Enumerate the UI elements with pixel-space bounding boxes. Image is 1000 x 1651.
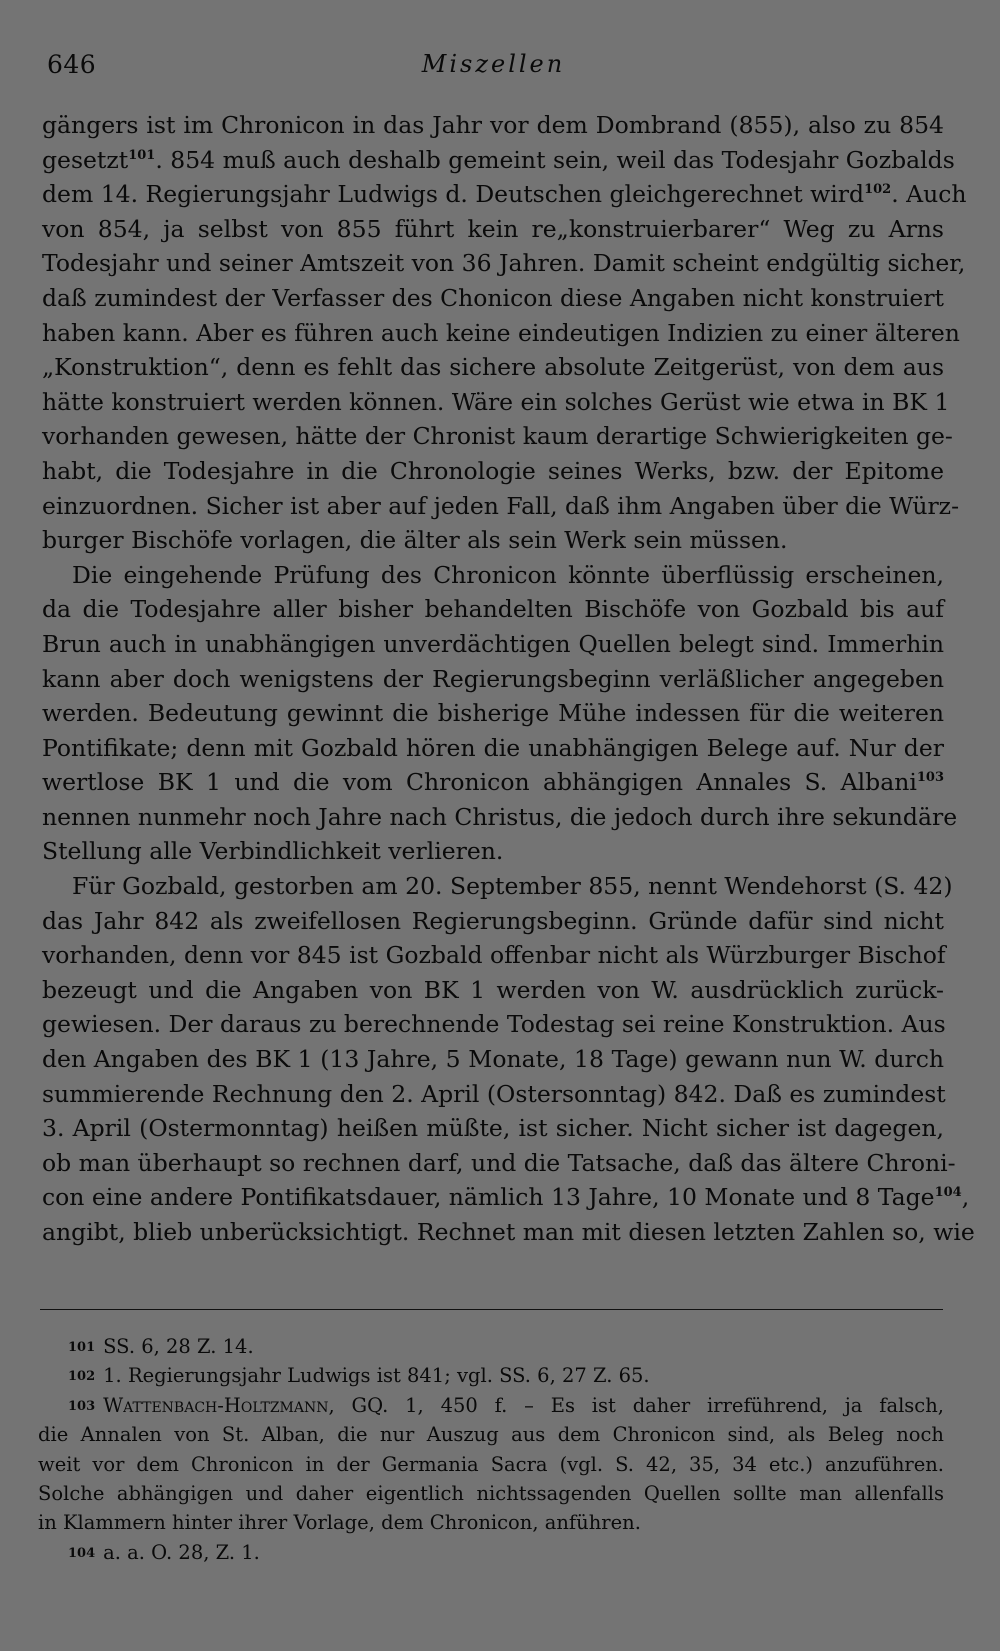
text-line: den Angaben des BK 1 (13 Jahre, 5 Monate, 18 Tage) gewann nun W. durch	[42, 1045, 944, 1074]
text-line: Pontifikate; denn mit Gozbald hören die unabhängigen Belege auf. Nur der	[42, 733, 944, 762]
text-line: ob man überhaupt so rechnen darf, und die Tatsache, daß das ältere Chroni-	[42, 1148, 956, 1177]
footnote-line: 103 Wattenbach-Holtzmann, GQ. 1, 450 f. – Es ist daher irreführend, ja falsch,	[68, 1393, 944, 1417]
text-line: angibt, blieb unberücksichtigt. Rechnet man mit diesen letzten Zahlen so, wie	[42, 1218, 975, 1246]
text-line: nennen nunmehr noch Jahre nach Christus, die jedoch durch ihre sekundäre	[42, 802, 958, 831]
footnote-line: 102 1. Regierungsjahr Ludwigs ist 841; vgl. SS. 6, 27 Z. 65.	[68, 1364, 650, 1388]
footnote-number: 101	[68, 1340, 96, 1355]
footnotes	[38, 1332, 944, 1567]
text-line: habt, die Todesjahre in die Chronologie seines Werks, bzw. der Epitome	[42, 456, 944, 485]
footnote-author: Wattenbach-Holtzmann	[103, 1393, 329, 1417]
text-line: wertlose BK 1 und die vom Chronicon abhängigen Annales S. Albani$^{103}$	[42, 768, 944, 797]
footnote-ref: 102	[864, 182, 892, 198]
footnote-line: 101 SS. 6, 28 Z. 14.	[68, 1335, 254, 1358]
text-line: hätte konstruiert werden können. Wäre ein solches Gerüst wie etwa in BK 1	[42, 387, 950, 416]
text-line: vorhanden, denn vor 845 ist Gozbald offenbar nicht als Würzburger Bischof	[42, 941, 946, 970]
text-line: da die Todesjahre aller bisher behandelten Bischöfe von Gozbald bis auf	[42, 595, 944, 624]
footnote-line: Solche abhängigen und daher eigentlich nichtssagenden Quellen sollte man allenfalls	[38, 1481, 944, 1505]
text-line: einzuordnen. Sicher ist aber auf jeden Fall, daß ihm Angaben über die Würz-	[42, 491, 960, 520]
page-header	[47, 50, 940, 90]
footnote-number: 104	[68, 1545, 96, 1561]
text-line: Todesjahr und seiner Amtszeit von 36 Jahren. Damit scheint endgültig sicher,	[42, 249, 966, 278]
text-line: Für Gozbald, gestorben am 20. September 855, nennt Wendehorst (S. 42)	[72, 872, 953, 901]
body-text	[42, 108, 975, 1250]
running-title: Miszellen	[421, 50, 566, 78]
text-line: von 854, ja selbst von 855 führt kein re„konstruierbarer“ Weg zu Arns	[42, 214, 944, 243]
text-line: werden. Bedeutung gewinnt die bisherige Mühe indessen für die weiteren	[42, 699, 944, 728]
footnote-ref: 104	[934, 1185, 962, 1201]
footnote-line: die Annalen von St. Alban, die nur Auszug aus dem Chronicon sind, als Beleg noch	[38, 1423, 944, 1447]
text-line: gängers ist im Chronicon in das Jahr vor dem Dombrand (855), also zu 854	[42, 111, 944, 139]
footnote-ref: 103	[916, 770, 944, 786]
footnote-line: in Klammern hinter ihrer Vorlage, dem Chronicon, anführen.	[38, 1511, 641, 1535]
text-line: gewiesen. Der daraus zu berechnende Todestag sei reine Konstruktion. Aus	[42, 1010, 946, 1039]
text-line: daß zumindest der Verfasser des Chonicon diese Angaben nicht konstruiert	[42, 283, 944, 312]
text-line: summierende Rechnung den 2. April (Ostersonntag) 842. Daß es zumindest	[42, 1079, 946, 1108]
page-number: 646	[47, 50, 97, 79]
text-line: Die eingehende Prüfung des Chronicon könnte überflüssig erscheinen,	[72, 560, 944, 589]
text-line: gesetzt$^{101}$. 854 muß auch deshalb gemeint sein, weil das Todesjahr Gozbalds	[42, 145, 955, 174]
text-line: Brun auch in unabhängigen unverdächtigen Quellen belegt sind. Immerhin	[42, 629, 944, 658]
text-line: con eine andere Pontifikatsdauer, nämlich 13 Jahre, 10 Monate und 8 Tage$^{104}$,	[42, 1183, 970, 1212]
footnote-number: 102	[68, 1369, 96, 1385]
text-line: Stellung alle Verbindlichkeit verlieren.	[42, 837, 504, 866]
footnote-number: 103	[68, 1398, 96, 1414]
text-line: das Jahr 842 als zweifellosen Regierungsbeginn. Gründe dafür sind nicht	[42, 906, 944, 935]
text-line: burger Bischöfe vorlagen, die älter als sein Werk sein müssen.	[42, 526, 788, 555]
text-line: dem 14. Regierungsjahr Ludwigs d. Deutschen gleichgerechnet wird$^{102}$. Auch	[42, 180, 967, 209]
footnote-line: weit vor dem Chronicon in der Germania Sacra (vgl. S. 42, 35, 34 etc.) anzuführen.	[38, 1452, 944, 1476]
text-line: kann aber doch wenigstens der Regierungsbeginn verläßlicher angegeben	[42, 664, 944, 693]
footnote-line: 104 a. a. O. 28, Z. 1.	[68, 1540, 260, 1564]
footnote-ref: 101	[128, 147, 156, 163]
text-line: vorhanden gewesen, hätte der Chronist kaum derartige Schwierigkeiten ge-	[42, 422, 953, 451]
footnote-separator	[40, 1309, 943, 1310]
text-line: 3. April (Ostermonntag) heißen müßte, ist sicher. Nicht sicher ist dagegen,	[42, 1114, 944, 1143]
text-line: bezeugt und die Angaben von BK 1 werden von W. ausdrücklich zurück-	[42, 975, 944, 1004]
text-line: „Konstruktion“, denn es fehlt das sichere absolute Zeitgerüst, von dem aus	[42, 353, 944, 382]
text-line: haben kann. Aber es führen auch keine eindeutigen Indizien zu einer älteren	[42, 318, 960, 347]
